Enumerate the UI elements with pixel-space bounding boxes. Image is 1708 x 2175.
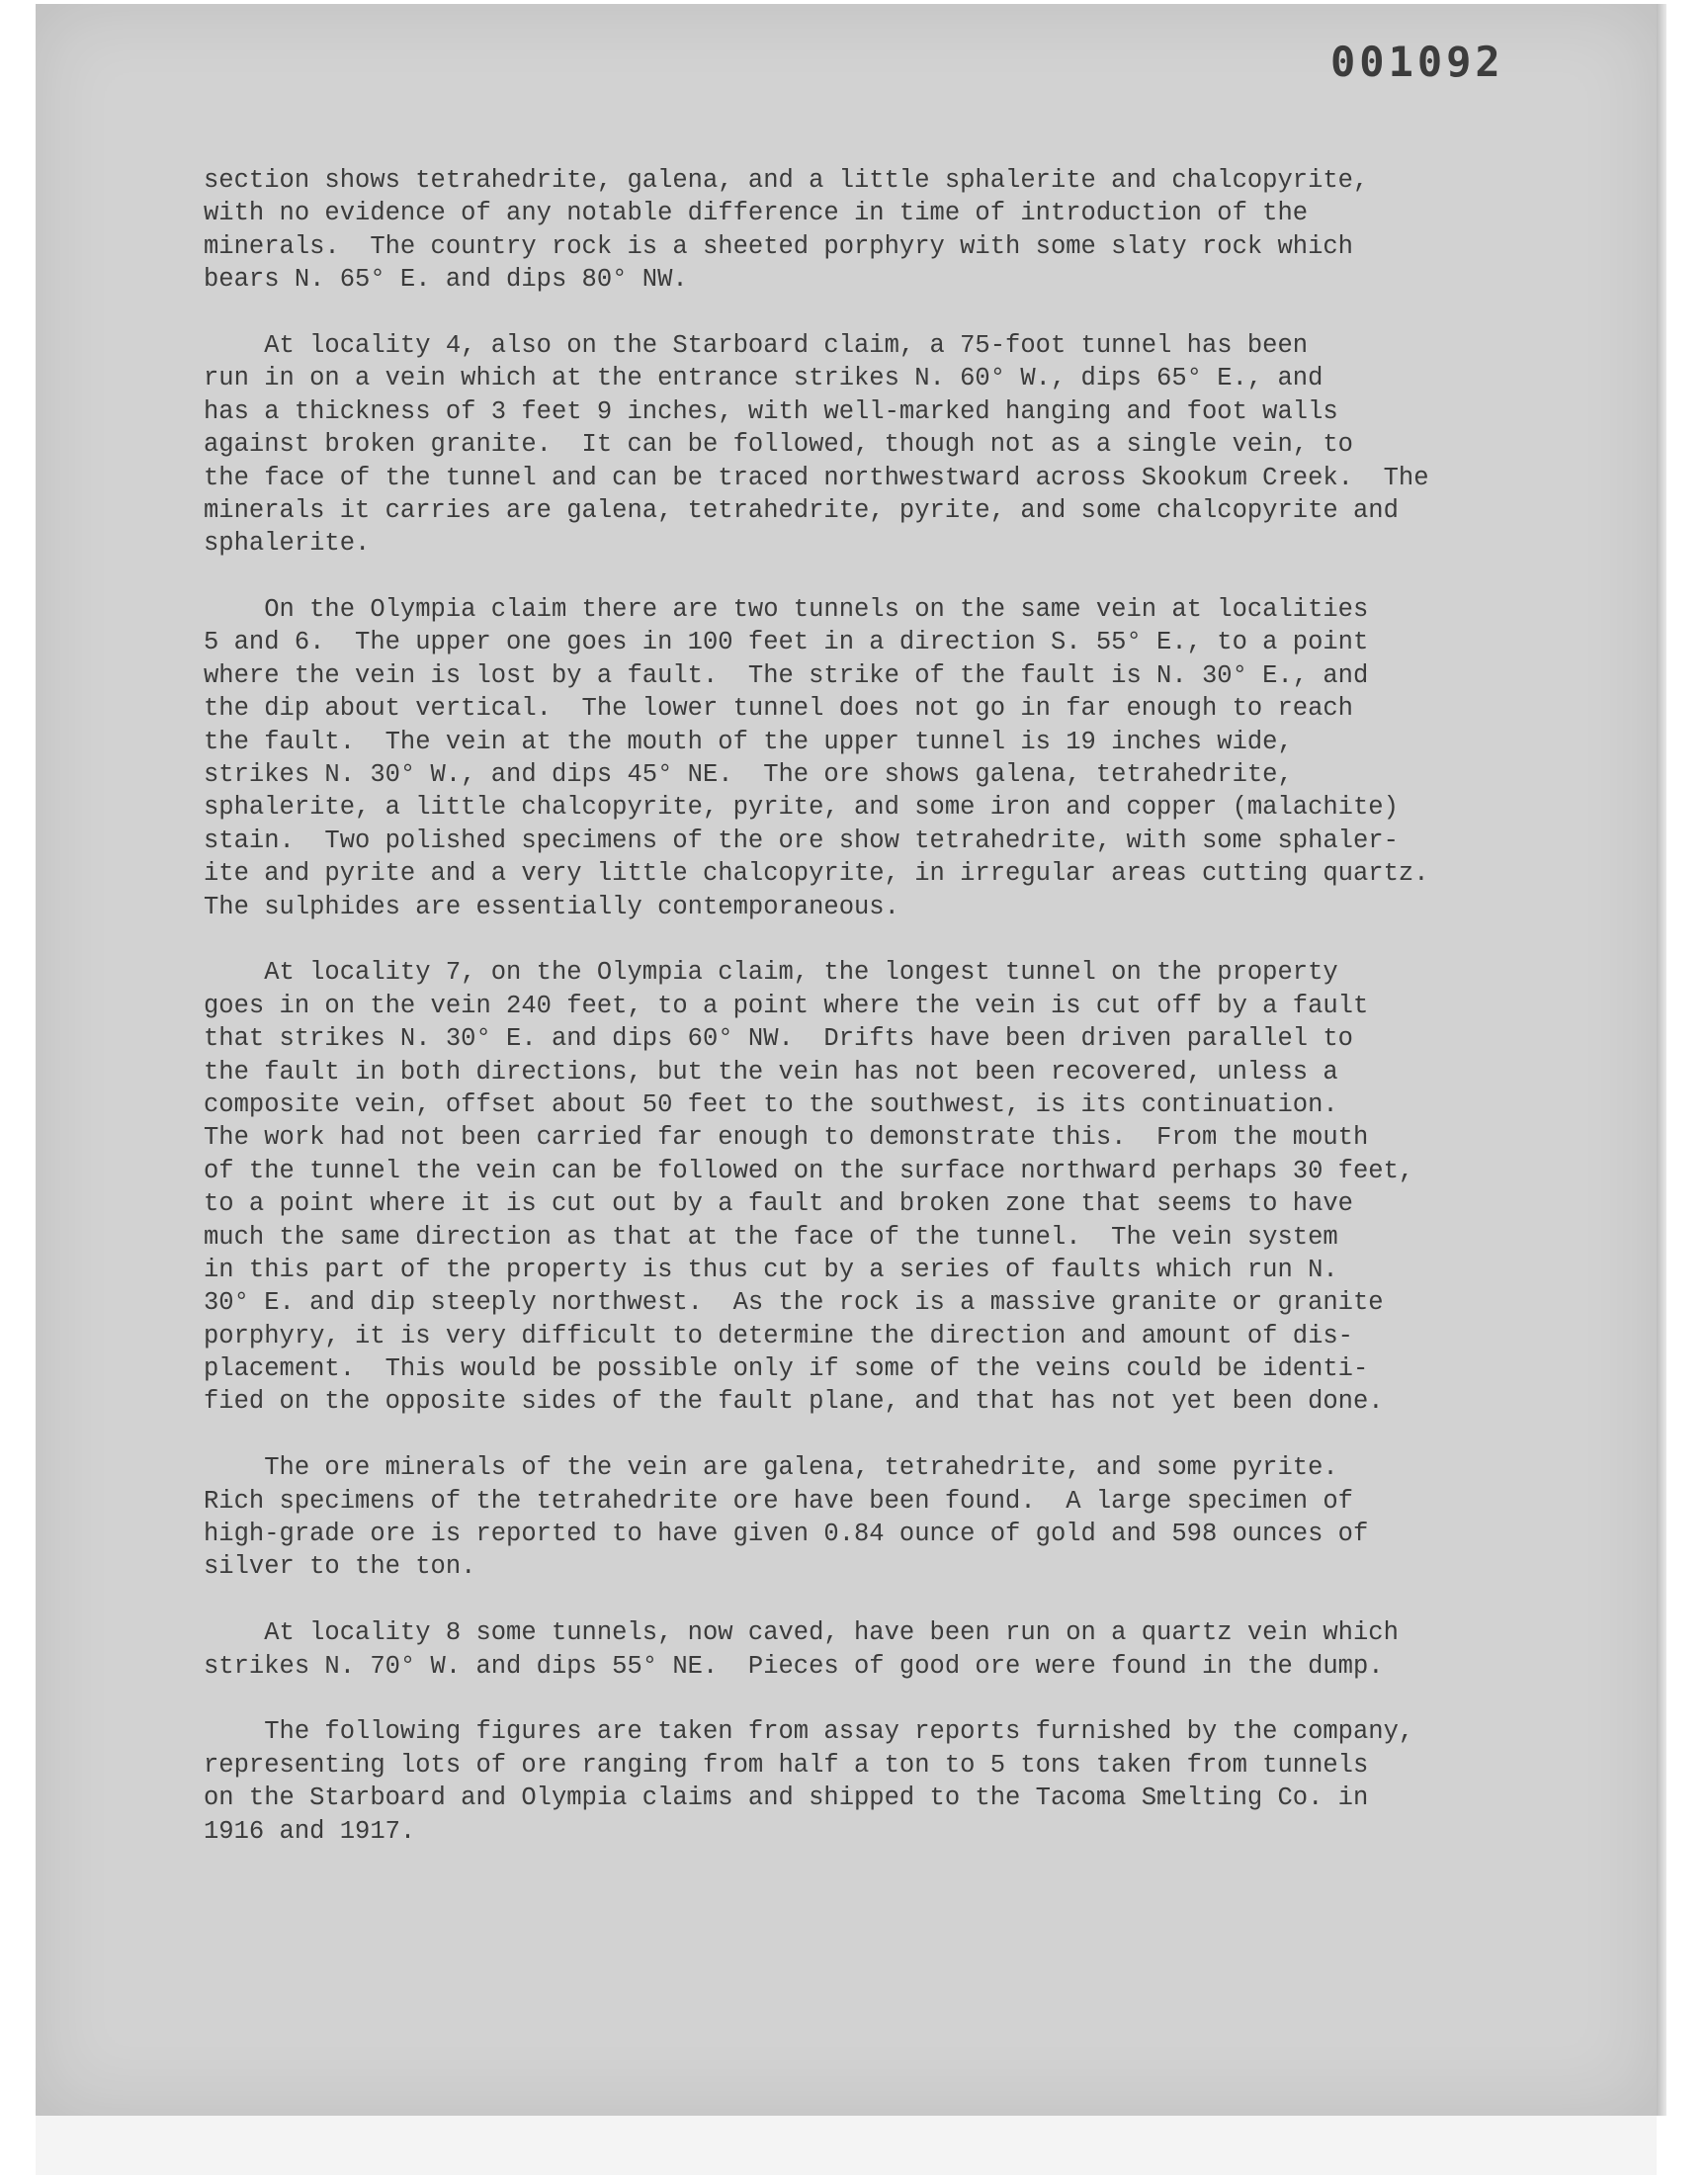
text-line: composite vein, offset about 50 feet to the southwest, is its continuation. (204, 1089, 1338, 1119)
text-line: sphalerite. (204, 529, 371, 559)
text-line: representing lots of ore ranging from half a ton to 5 tons taken from tunnels (204, 1750, 1369, 1780)
document-body (204, 164, 1568, 1880)
text-line: ite and pyrite and a very little chalcopyrite, in irregular areas cutting quartz. (204, 859, 1429, 889)
text-line: silver to the ton. (204, 1552, 476, 1582)
paragraph (204, 1715, 1568, 1848)
text-line: of the tunnel the vein can be followed on the surface northward perhaps 30 feet, (204, 1156, 1414, 1185)
paragraph (204, 593, 1568, 923)
text-line: The sulphides are essentially contemporaneous. (204, 892, 899, 921)
text-line: bears N. 65° E. and dips 80° NW. (204, 265, 688, 295)
page-number: 001092 (1330, 38, 1504, 86)
text-line: with no evidence of any notable difference in time of introduction of the (204, 199, 1309, 228)
text-line: that strikes N. 30° E. and dips 60° NW. Drifts have been driven parallel to (204, 1024, 1353, 1054)
text-line: placement. This would be possible only if some of the veins could be identi- (204, 1354, 1369, 1384)
text-line: the fault in both directions, but the vein has not been recovered, unless a (204, 1057, 1338, 1087)
text-line: 30° E. and dip steeply northwest. As the rock is a massive granite or granite (204, 1288, 1384, 1318)
text-line: strikes N. 70° W. and dips 55° NE. Pieces of good ore were found in the dump. (204, 1651, 1384, 1681)
text-line: Rich specimens of the tetrahedrite ore have been found. A large specimen of (204, 1486, 1353, 1516)
text-line: minerals. The country rock is a sheeted porphyry with some slaty rock which (204, 231, 1353, 261)
paragraph (204, 329, 1568, 561)
paragraph (204, 956, 1568, 1418)
text-line: high-grade ore is reported to have given 0.84 ounce of gold and 598 ounces of (204, 1520, 1369, 1549)
text-line: 5 and 6. The upper one goes in 100 feet in a direction S. 55° E., to a point (204, 628, 1369, 657)
paragraph (204, 164, 1568, 297)
text-line: 1916 and 1917. (204, 1816, 416, 1846)
paragraph (204, 1451, 1568, 1584)
text-line: the face of the tunnel and can be traced northwestward across Skookum Creek. The (204, 463, 1429, 492)
text-line: to a point where it is cut out by a fault and broken zone that seems to have (204, 1189, 1353, 1219)
text-line: At locality 4, also on the Starboard claim, a 75-foot tunnel has been (204, 330, 1309, 360)
text-line: goes in on the vein 240 feet, to a point where the vein is cut off by a fault (204, 991, 1369, 1020)
text-line: fied on the opposite sides of the fault plane, and that has not yet been done. (204, 1387, 1384, 1417)
text-line: At locality 8 some tunnels, now caved, have been run on a quartz vein which (204, 1618, 1399, 1648)
text-line: minerals it carries are galena, tetrahedrite, pyrite, and some chalcopyrite and (204, 495, 1399, 525)
text-line: porphyry, it is very difficult to determine the direction and amount of dis- (204, 1321, 1353, 1350)
text-line: strikes N. 30° W., and dips 45° NE. The ore shows galena, tetrahedrite, (204, 760, 1293, 790)
text-line: the fault. The vein at the mouth of the upper tunnel is 19 inches wide, (204, 727, 1293, 756)
text-line: The work had not been carried far enough to demonstrate this. From the mouth (204, 1123, 1369, 1153)
text-line: section shows tetrahedrite, galena, and a little sphalerite and chalcopyrite, (204, 166, 1369, 195)
text-line: The following figures are taken from assay reports furnished by the company, (204, 1717, 1414, 1747)
text-line: At locality 7, on the Olympia claim, the longest tunnel on the property (204, 958, 1338, 988)
text-line: in this part of the property is thus cut by a series of faults which run N. (204, 1255, 1338, 1284)
text-line: run in on a vein which at the entrance strikes N. 60° W., dips 65° E., and (204, 364, 1324, 393)
scan-margin (36, 2116, 1657, 2175)
text-line: against broken granite. It can be followed, though not as a single vein, to (204, 430, 1353, 460)
text-line: sphalerite, a little chalcopyrite, pyrite, and some iron and copper (malachite) (204, 793, 1399, 823)
text-line: On the Olympia claim there are two tunnels on the same vein at localities (204, 595, 1369, 625)
text-line: where the vein is lost by a fault. The strike of the fault is N. 30° E., and (204, 660, 1369, 690)
text-line: The ore minerals of the vein are galena, tetrahedrite, and some pyrite. (204, 1453, 1338, 1483)
text-line: has a thickness of 3 feet 9 inches, with well-marked hanging and foot walls (204, 396, 1338, 426)
text-line: much the same direction as that at the face of the tunnel. The vein system (204, 1222, 1338, 1252)
text-line: stain. Two polished specimens of the ore show tetrahedrite, with some sphaler- (204, 826, 1399, 855)
page-edge-shadow (1657, 4, 1666, 2116)
paragraph (204, 1616, 1568, 1683)
text-line: the dip about vertical. The lower tunnel does not go in far enough to reach (204, 694, 1353, 724)
text-line: on the Starboard and Olympia claims and shipped to the Tacoma Smelting Co. in (204, 1784, 1369, 1813)
